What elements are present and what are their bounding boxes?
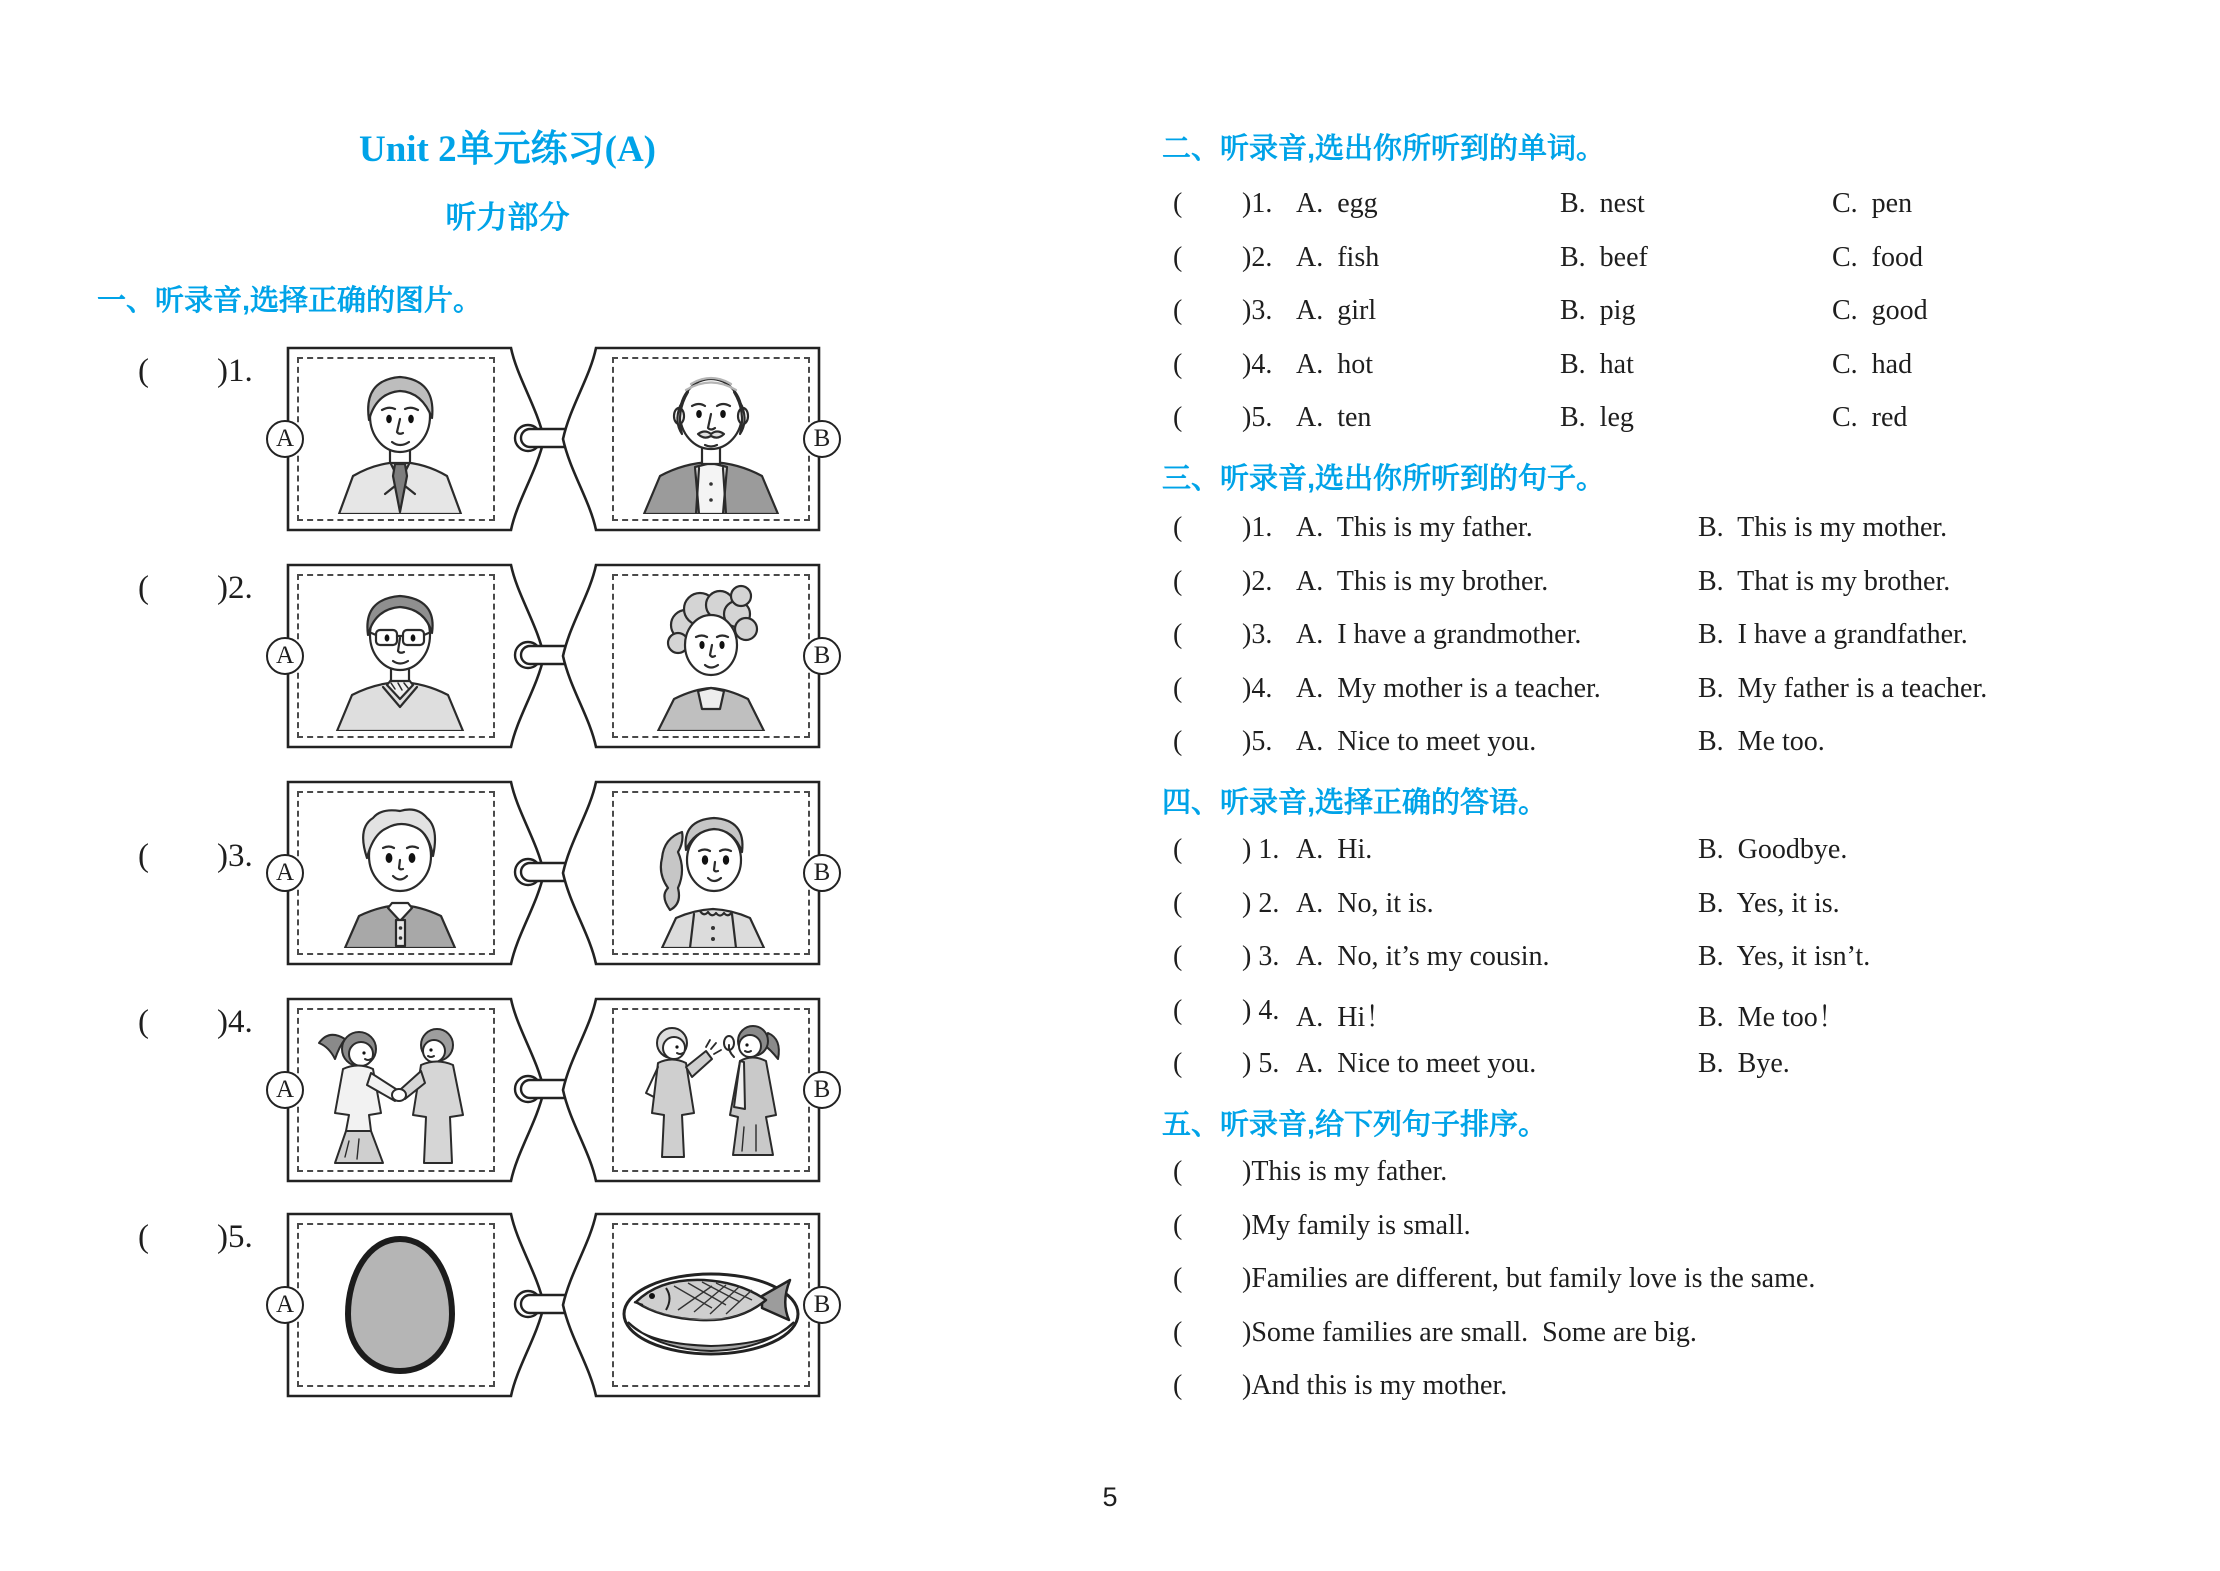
sentence-text: )My family is small. [1242,1210,1471,1241]
paren-open: ( [1173,1048,1183,1079]
section2-heading: 二、听录音,选出你所听到的单词。 [1162,133,1606,165]
item-number: )1. [1242,512,1273,543]
option-c: C. good [1832,295,1928,326]
badge-letter: B [813,425,831,452]
paren-open: ( [1173,349,1183,380]
word-choice-row [0,402,2220,444]
sentence-text: )This is my father. [1242,1156,1448,1187]
ordering-row [0,1317,2220,1359]
sentence-choice-row [0,619,2220,661]
paren-open: ( [138,1219,149,1255]
badge-letter: B [813,859,831,886]
paren-open: ( [1173,726,1183,757]
paren-open: ( [1173,566,1183,597]
option-b: B. pig [1560,295,1636,326]
word-choice-row [0,242,2220,284]
paren-open: ( [138,353,149,389]
ordering-row [0,1370,2220,1412]
item-number: )3. [1242,619,1273,650]
section3-heading: 三、听录音,选出你所听到的句子。 [1162,463,1606,495]
item-number: ) 3. [1242,941,1280,972]
paren-open: ( [1173,834,1183,865]
item-number: ) 2. [1242,888,1280,919]
badge-letter: A [275,1076,295,1103]
option-b: B. Bye. [1698,1048,1790,1079]
option-c: C. red [1832,402,1908,433]
section1-heading: 一、听录音,选择正确的图片。 [97,285,483,317]
sentence-text: )Some families are small. Some are big. [1242,1317,1697,1348]
option-a: A. Nice to meet you. [1296,726,1537,757]
paren-open: ( [1173,941,1183,972]
option-b: B. nest [1560,188,1645,219]
option-b: B. My father is a teacher. [1698,673,1988,704]
item-number: ) 1. [1242,834,1280,865]
item-number: )4. [1242,349,1273,380]
page-number: 5 [1102,1482,1118,1512]
item-number: )2. [1242,242,1273,273]
paren-open: ( [1173,673,1183,704]
option-a: A. No, it is. [1296,888,1434,919]
sentence-choice-row [0,512,2220,554]
sentence-choice-row [0,673,2220,715]
kids-waving-illustration [616,1015,806,1165]
item-number: ) 4. [1242,995,1280,1026]
sentence-choice-row [0,726,2220,768]
option-b: B. leg [1560,402,1634,433]
badge-letter: B [813,1076,831,1103]
option-b: B. hat [1560,349,1634,380]
item-number: )1. [1242,188,1273,219]
sentence-text: )And this is my mother. [1242,1370,1508,1401]
option-a: A. egg [1296,188,1378,219]
paren-open: ( [1173,295,1183,326]
page-title: Unit 2单元练习(A) [358,129,656,170]
option-a: A. Hi！ [1296,1002,1394,1033]
option-a: A. I have a grandmother. [1296,619,1582,650]
response-choice-row [0,1048,2220,1090]
item-number: )5. [217,1219,253,1255]
paren-open: ( [1173,888,1183,919]
option-c: C. food [1832,242,1923,273]
option-a: A. This is my brother. [1296,566,1549,597]
option-b: B. This is my mother. [1698,512,1948,543]
response-choice-row [0,888,2220,930]
paren-open: ( [1173,512,1183,543]
paren-open: ( [1173,1156,1183,1187]
option-c: C. pen [1832,188,1913,219]
paren-open: ( [1173,402,1183,433]
item-number: )2. [217,570,253,606]
sentence-choice-row [0,566,2220,608]
item-number: )4. [217,1004,253,1040]
item-number: )1. [217,353,253,389]
kids-shaking-hands-illustration [305,1015,495,1165]
option-b: B. Yes, it is. [1698,888,1840,919]
option-a: A. This is my father. [1296,512,1533,543]
option-b: B. Goodbye. [1698,834,1848,865]
response-choice-row [0,995,2220,1037]
item-number: )5. [1242,402,1273,433]
section5-heading: 五、听录音,给下列句子排序。 [1162,1109,1548,1141]
response-choice-row [0,834,2220,876]
option-c: C. had [1832,349,1913,380]
option-a: A. girl [1296,295,1377,326]
option-b: B. Me too！ [1698,1002,1846,1033]
paren-open: ( [138,838,149,874]
option-a: A. fish [1296,242,1380,273]
paren-open: ( [1173,995,1183,1026]
option-a: A. My mother is a teacher. [1296,673,1601,704]
ordering-row [0,1263,2220,1305]
option-a: A. Hi. [1296,834,1373,865]
word-choice-row [0,349,2220,391]
badge-letter: A [275,642,295,669]
option-a: A. Nice to meet you. [1296,1048,1537,1079]
item-number: ) 5. [1242,1048,1280,1079]
badge-letter: A [275,1291,295,1318]
option-b: B. Me too. [1698,726,1825,757]
option-b: B. beef [1560,242,1648,273]
section4-heading: 四、听录音,选择正确的答语。 [1162,787,1548,819]
badge-letter: B [813,642,831,669]
option-b: B. That is my brother. [1698,566,1951,597]
option-b: B. I have a grandfather. [1698,619,1968,650]
paren-open: ( [138,570,149,606]
word-choice-row [0,295,2220,337]
paren-open: ( [1173,242,1183,273]
response-choice-row [0,941,2220,983]
listening-part-title: 听力部分 [445,200,570,235]
ordering-row [0,1156,2220,1198]
sentence-text: )Families are different, but family love is the same. [1242,1263,1816,1294]
paren-open: ( [1173,1210,1183,1241]
option-a: A. No, it’s my cousin. [1296,941,1550,972]
word-choice-row [0,188,2220,230]
option-a: A. ten [1296,402,1372,433]
paren-open: ( [1173,1370,1183,1401]
paren-open: ( [1173,1263,1183,1294]
item-number: )3. [217,838,253,874]
item-number: )3. [1242,295,1273,326]
badge-letter: B [813,1291,831,1318]
paren-open: ( [1173,619,1183,650]
paren-open: ( [1173,1317,1183,1348]
ordering-row [0,1210,2220,1252]
badge-letter: A [275,425,295,452]
item-number: )5. [1242,726,1273,757]
item-number: )4. [1242,673,1273,704]
paren-open: ( [138,1004,149,1040]
option-a: A. hot [1296,349,1373,380]
paren-open: ( [1173,188,1183,219]
item-number: )2. [1242,566,1273,597]
option-b: B. Yes, it isn’t. [1698,941,1871,972]
badge-letter: A [275,859,295,886]
